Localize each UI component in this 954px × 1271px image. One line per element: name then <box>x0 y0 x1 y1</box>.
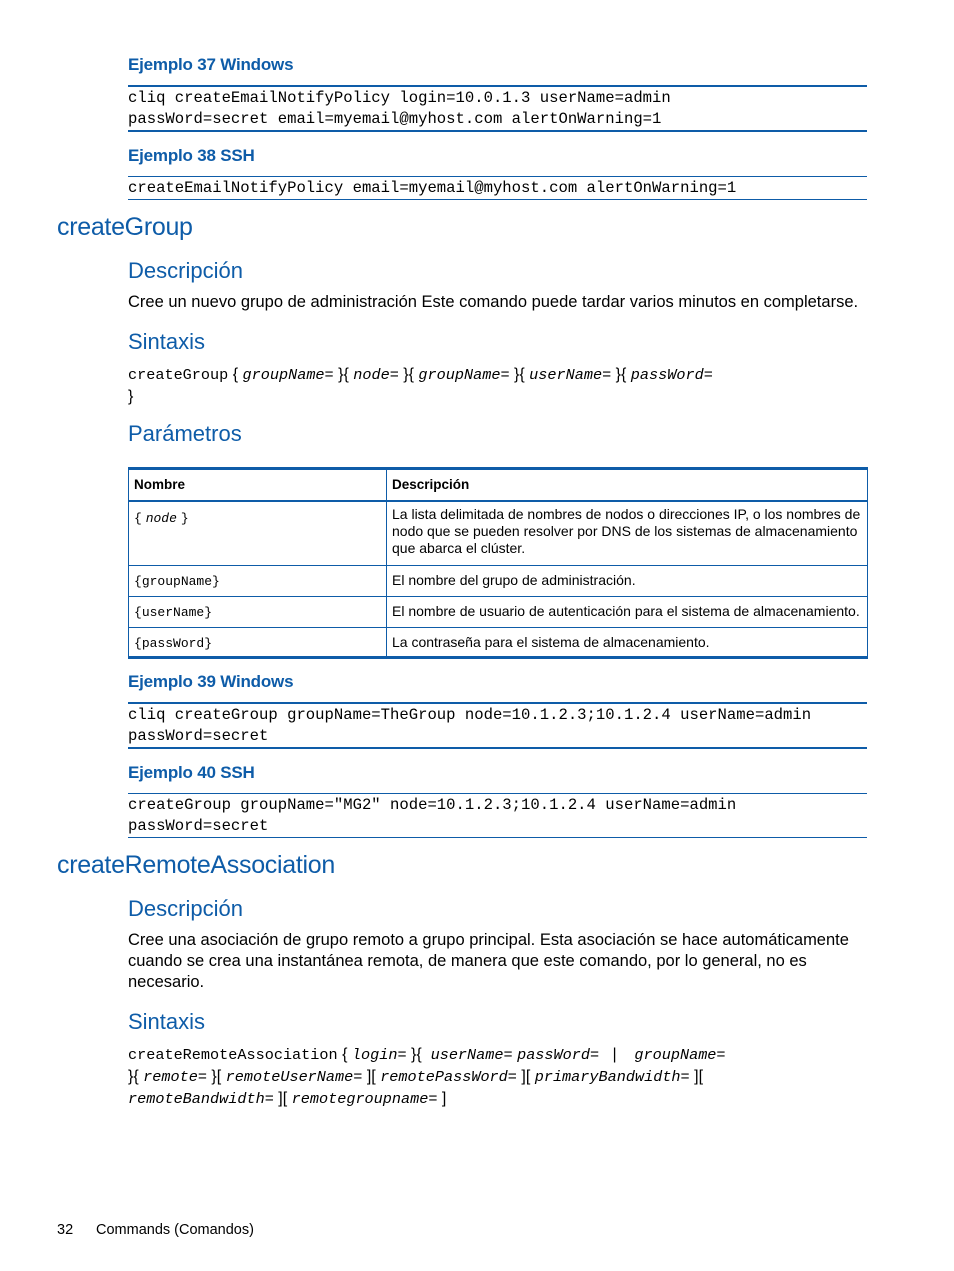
brace: } <box>411 1046 417 1063</box>
bracket: ] <box>441 1090 447 1107</box>
table-header-row <box>129 469 868 502</box>
brace: { <box>620 366 627 383</box>
column-header-description: Descripción <box>387 469 868 502</box>
code-line: cliq createEmailNotifyPolicy login=10.0.1.3 userName=admin <box>128 89 671 107</box>
brace: { <box>134 635 142 651</box>
pipe: | <box>612 1046 617 1063</box>
bracket: ] <box>366 1068 372 1085</box>
syntax-line <box>128 386 868 407</box>
description-text: Cree una asociación de grupo remoto a grupo principal. Esta asociación se hace automáticamente cuando se crea una instantánea remota, de manera que este comando, por lo general, no es necesario. <box>128 931 849 991</box>
footer-section-title: Commands (Comandos) <box>96 1222 254 1238</box>
param-name: passWord <box>141 635 205 651</box>
syntax-param: remote= <box>143 1068 207 1086</box>
param-description-cell: El nombre del grupo de administración. <box>387 565 868 596</box>
bracket: [ <box>525 1068 531 1085</box>
table-row <box>129 565 868 596</box>
syntax-param: remoteBandwidth= <box>128 1090 274 1108</box>
syntax-param: primaryBandwidth= <box>534 1068 690 1086</box>
code-line: createGroup groupName="MG2" node=10.1.2.3;10.1.2.4 userName=admin <box>128 796 737 814</box>
param-name-cell <box>129 565 387 596</box>
brace: } <box>514 366 520 383</box>
syntax-line <box>128 364 868 386</box>
bracket: [ <box>216 1068 222 1085</box>
syntax-command: createRemoteAssociation <box>128 1046 338 1064</box>
syntax-command: createGroup <box>128 366 229 384</box>
param-description-cell: El nombre de usuario de autenticación para el sistema de almacenamiento. <box>387 596 868 627</box>
example-40-title: Ejemplo 40 SSH <box>128 763 255 782</box>
brace: } <box>403 366 409 383</box>
bracket: ] <box>694 1068 699 1085</box>
brace: } <box>338 366 344 383</box>
example-37-code <box>128 85 867 132</box>
brace: } <box>128 1068 134 1085</box>
brace: } <box>615 366 621 383</box>
brace: } <box>128 388 134 405</box>
syntax-block-createremoteassociation <box>128 1044 868 1110</box>
syntax-param: login= <box>351 1046 407 1064</box>
brace: { <box>519 366 525 383</box>
syntax-param: userName= <box>529 366 612 384</box>
brace: { <box>134 604 142 620</box>
table-row <box>129 596 868 627</box>
param-name: userName <box>141 604 205 620</box>
bracket: [ <box>371 1068 376 1085</box>
example-37-title: Ejemplo 37 Windows <box>128 55 294 74</box>
table-row <box>129 627 868 657</box>
column-header-name: Nombre <box>129 469 387 502</box>
description-heading: Descripción <box>128 258 243 283</box>
description-text: Cree un nuevo grupo de administración Este comando puede tardar varios minutos en completarse. <box>128 293 859 311</box>
brace: { <box>133 1068 139 1085</box>
brace: { <box>232 366 239 383</box>
param-description-cell: La contraseña para el sistema de almacenamiento. <box>387 627 868 657</box>
description-heading: Descripción <box>128 896 243 921</box>
brace: } <box>180 511 189 526</box>
bracket: [ <box>698 1068 704 1085</box>
code-line: passWord=secret <box>128 817 269 835</box>
param-name-cell <box>129 501 387 565</box>
param-name-cell <box>129 627 387 657</box>
syntax-param: remotePassWord= <box>380 1068 517 1086</box>
example-38-title: Ejemplo 38 SSH <box>128 146 255 165</box>
bracket: ] <box>278 1090 283 1107</box>
example-39-code <box>128 702 867 749</box>
syntax-param: passWord= <box>630 366 713 384</box>
syntax-heading: Sintaxis <box>128 329 206 354</box>
syntax-param: groupName= <box>634 1046 726 1064</box>
param-name-cell <box>129 596 387 627</box>
code-line: passWord=secret <box>128 727 269 745</box>
syntax-param: node= <box>353 366 399 384</box>
param-name: groupName <box>141 573 213 589</box>
param-description-cell: La lista delimitada de nombres de nodos o direcciones IP, o los nombres de nodo que se pueden resolver por DNS de los sistemas de almacenamiento que abarca el clúster. <box>387 501 868 565</box>
page-number: 32 <box>57 1222 74 1238</box>
bracket: [ <box>282 1090 288 1107</box>
syntax-line <box>128 1088 868 1110</box>
brace: { <box>408 366 414 383</box>
syntax-param: remoteUserName= <box>225 1068 363 1086</box>
syntax-block-creategroup <box>128 364 868 407</box>
table-row <box>129 501 868 565</box>
brace: { <box>343 366 349 383</box>
syntax-param: passWord= <box>517 1046 600 1064</box>
code-line: createEmailNotifyPolicy email=myemail@myhost.com alertOnWarning=1 <box>128 179 737 197</box>
brace: } <box>211 1068 217 1085</box>
syntax-param: groupName= <box>242 366 334 384</box>
brace: } <box>212 573 220 589</box>
example-39-title: Ejemplo 39 Windows <box>128 672 294 691</box>
parameters-heading: Parámetros <box>128 421 242 446</box>
brace: { <box>342 1046 348 1063</box>
param-name: node <box>145 511 177 526</box>
syntax-line <box>128 1066 868 1088</box>
brace: { <box>134 573 142 589</box>
brace: } <box>204 604 213 620</box>
syntax-param: remotegroupname= <box>291 1090 438 1108</box>
syntax-param: userName= <box>430 1046 513 1064</box>
example-38-code <box>128 176 867 200</box>
section-heading-creategroup: createGroup <box>57 213 193 241</box>
code-line: passWord=secret email=myemail@myhost.com alertOnWarning=1 <box>128 110 662 128</box>
section-heading-createremoteassociation: createRemoteAssociation <box>57 851 335 879</box>
example-40-code <box>128 793 867 838</box>
bracket: ] <box>521 1068 526 1085</box>
parameters-table <box>128 467 868 659</box>
brace: } <box>204 635 213 651</box>
brace: { <box>416 1046 422 1063</box>
code-line: cliq createGroup groupName=TheGroup node=10.1.2.3;10.1.2.4 userName=admin <box>128 706 812 724</box>
brace: { <box>134 511 142 526</box>
syntax-param: groupName= <box>418 366 510 384</box>
syntax-heading: Sintaxis <box>128 1009 206 1034</box>
syntax-line <box>128 1044 868 1066</box>
